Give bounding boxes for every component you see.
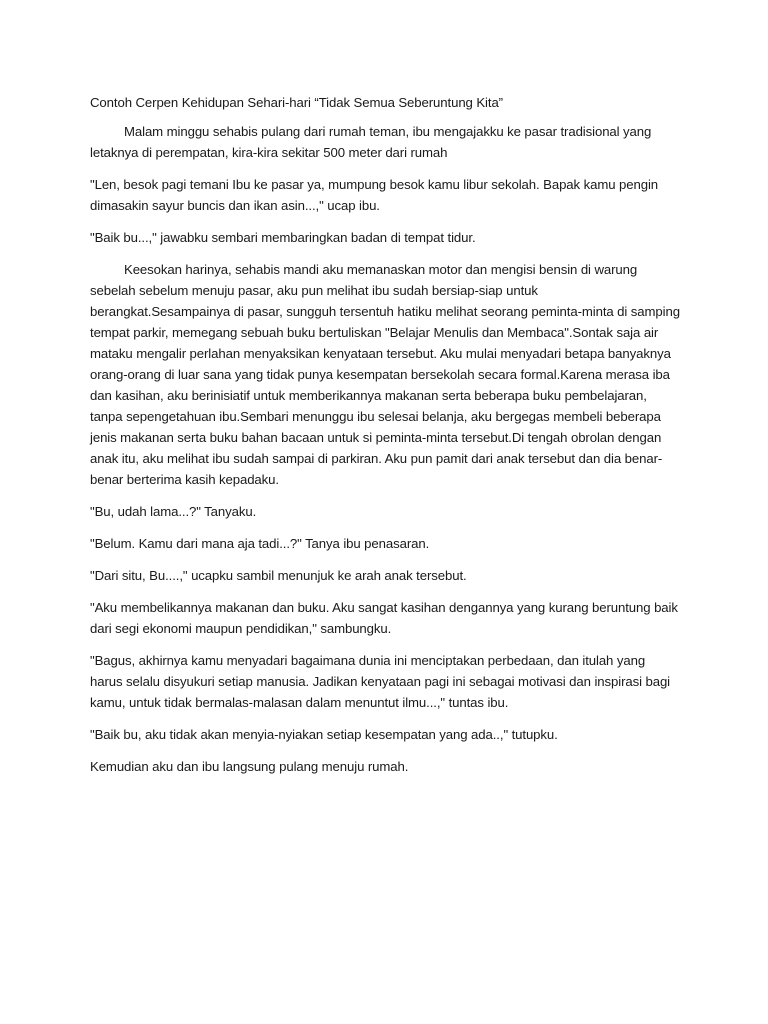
paragraph-3: "Baik bu...," jawabku sembari membaringkan badan di tempat tidur. bbox=[90, 230, 476, 245]
paragraph-7: "Dari situ, Bu....," ucapku sambil menunjuk ke arah anak tersebut. bbox=[90, 568, 467, 583]
document-title: Contoh Cerpen Kehidupan Sehari-hari “Tidak Semua Seberuntung Kita” bbox=[90, 95, 503, 110]
paragraph-1: Malam minggu sehabis pulang dari rumah teman, ibu mengajakku ke pasar tradisional yang letaknya di perempatan, kira-kira sekitar 500 meter dari rumah bbox=[90, 124, 652, 160]
document-body bbox=[90, 92, 680, 788]
paragraph-5: "Bu, udah lama...?" Tanyaku. bbox=[90, 504, 257, 519]
paragraph-10: "Baik bu, aku tidak akan menyia-nyiakan setiap kesempatan yang ada..," tutupku. bbox=[90, 727, 558, 742]
paragraph-11: Kemudian aku dan ibu langsung pulang menuju rumah. bbox=[90, 759, 409, 774]
paragraph-2: "Len, besok pagi temani Ibu ke pasar ya, mumpung besok kamu libur sekolah. Bapak kamu pengin dimasakin sayur buncis dan ikan asin...," ucap ibu. bbox=[90, 177, 659, 213]
paragraph-6: "Belum. Kamu dari mana aja tadi...?" Tanya ibu penasaran. bbox=[90, 536, 430, 551]
paragraph-8: "Aku membelikannya makanan dan buku. Aku sangat kasihan dengannya yang kurang beruntung baik dari segi ekonomi maupun pendidikan," sambungku. bbox=[90, 600, 678, 636]
paragraph-4: Keesokan harinya, sehabis mandi aku memanaskan motor dan mengisi bensin di warung sebelah sebelum menuju pasar, aku pun melihat ibu sudah bersiap-siap untuk berangkat.Sesampainya di pasar, sungguh tersentuh hatiku melihat seorang peminta-minta di samping tempat parkir, memegang sebuah buku bertuliskan "Belajar Menulis dan Membaca".Sontak saja air mataku mengalir perlahan menyaksikan kenyataan tersebut. Aku mulai menyadari betapa banyaknya orang-orang di luar sana yang tidak punya kesempatan bersekolah secara formal.Karena merasa iba dan kasihan, aku berinisiatif untuk memberikannya makanan serta beberapa buku pembelajaran, tanpa sepengetahuan ibu.Sembari menunggu ibu selesai belanja, aku bergegas membeli beberapa jenis makanan serta buku bahan bacaan untuk si peminta-minta tersebut.Di tengah obrolan dengan anak itu, aku melihat ibu sudah sampai di parkiran. Aku pun pamit dari anak tersebut dan dia benar-benar berterima kasih kepadaku. bbox=[90, 262, 680, 487]
paragraph-9: "Bagus, akhirnya kamu menyadari bagaimana dunia ini menciptakan perbedaan, dan itulah yang harus selalu disyukuri setiap manusia. Jadikan kenyataan pagi ini sebagai motivasi dan inspirasi bagi kamu, untuk tidak bermalas-malasan dalam menuntut ilmu...," tuntas ibu. bbox=[90, 653, 671, 710]
